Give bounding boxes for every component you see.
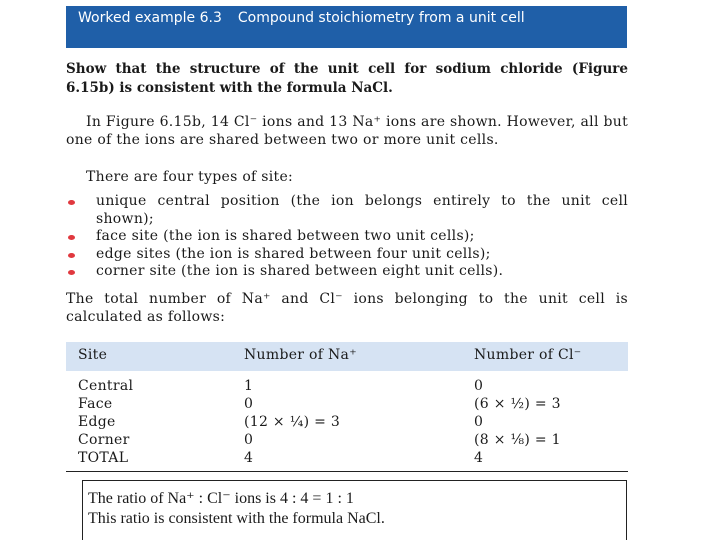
calculation-intro: The total number of Na⁺ and Cl⁻ ions belonging to the unit cell is calculated as follows: bbox=[66, 291, 628, 325]
ion-count-table bbox=[66, 342, 628, 472]
consistency-statement: This ratio is consistent with the formula NaCl. bbox=[88, 510, 385, 527]
table-bottom-rule bbox=[66, 471, 628, 472]
bullet-text: unique central position (the ion belongs entirely to the unit cell shown); bbox=[96, 193, 628, 227]
cell-site: TOTAL bbox=[78, 450, 129, 466]
example-title: Compound stoichiometry from a unit cell bbox=[237, 10, 525, 26]
site-types-intro: There are four types of site: bbox=[86, 169, 294, 185]
cell-cl: (8 × ⅛) = 1 bbox=[474, 432, 561, 448]
bullet-dot-icon bbox=[68, 253, 75, 258]
list-item bbox=[66, 246, 628, 264]
ratio-statement: The ratio of Na⁺ : Cl⁻ ions is 4 : 4 = 1 : 1 bbox=[88, 490, 354, 507]
header-site: Site bbox=[78, 347, 108, 363]
cell-na: 0 bbox=[244, 396, 254, 412]
intro-paragraph: In Figure 6.15b, 14 Cl⁻ ions and 13 Na⁺ ions are shown. However, all but one of the ions are shared between two or more unit cells. bbox=[66, 114, 628, 148]
header-cl-count: Number of Cl⁻ bbox=[474, 347, 582, 363]
cell-cl: 0 bbox=[474, 378, 484, 394]
bullet-text: edge sites (the ion is shared between four unit cells); bbox=[96, 245, 491, 262]
conclusion-box bbox=[82, 480, 627, 540]
cell-site: Corner bbox=[78, 432, 130, 448]
cell-site: Face bbox=[78, 396, 113, 412]
table-header-row bbox=[66, 342, 628, 371]
cell-na: 0 bbox=[244, 432, 254, 448]
bullet-text: face site (the ion is shared between two unit cells); bbox=[96, 228, 475, 244]
cell-na: 1 bbox=[244, 378, 254, 394]
bullet-text: corner site (the ion is shared between eight unit cells). bbox=[96, 263, 504, 279]
bullet-dot-icon bbox=[68, 235, 75, 240]
problem-statement: Show that the structure of the unit cell for sodium chloride (Figure 6.15b) is consistent with the formula NaCl. bbox=[66, 61, 628, 96]
cell-site: Central bbox=[78, 378, 134, 394]
cell-site: Edge bbox=[78, 414, 116, 430]
header-na-count: Number of Na⁺ bbox=[244, 347, 357, 363]
bullet-dot-icon bbox=[68, 200, 75, 205]
list-item bbox=[66, 193, 628, 228]
list-item bbox=[66, 263, 628, 281]
cell-na: 4 bbox=[244, 450, 254, 466]
site-type-list bbox=[66, 193, 628, 281]
cell-cl: 0 bbox=[474, 414, 484, 430]
cell-cl: 4 bbox=[474, 450, 484, 466]
cell-na: (12 × ¼) = 3 bbox=[244, 414, 341, 430]
example-number: Worked example 6.3 bbox=[78, 10, 222, 26]
list-item bbox=[66, 228, 628, 246]
worked-example-banner bbox=[66, 6, 627, 48]
bullet-dot-icon bbox=[68, 270, 75, 275]
cell-cl: (6 × ½) = 3 bbox=[474, 396, 561, 412]
